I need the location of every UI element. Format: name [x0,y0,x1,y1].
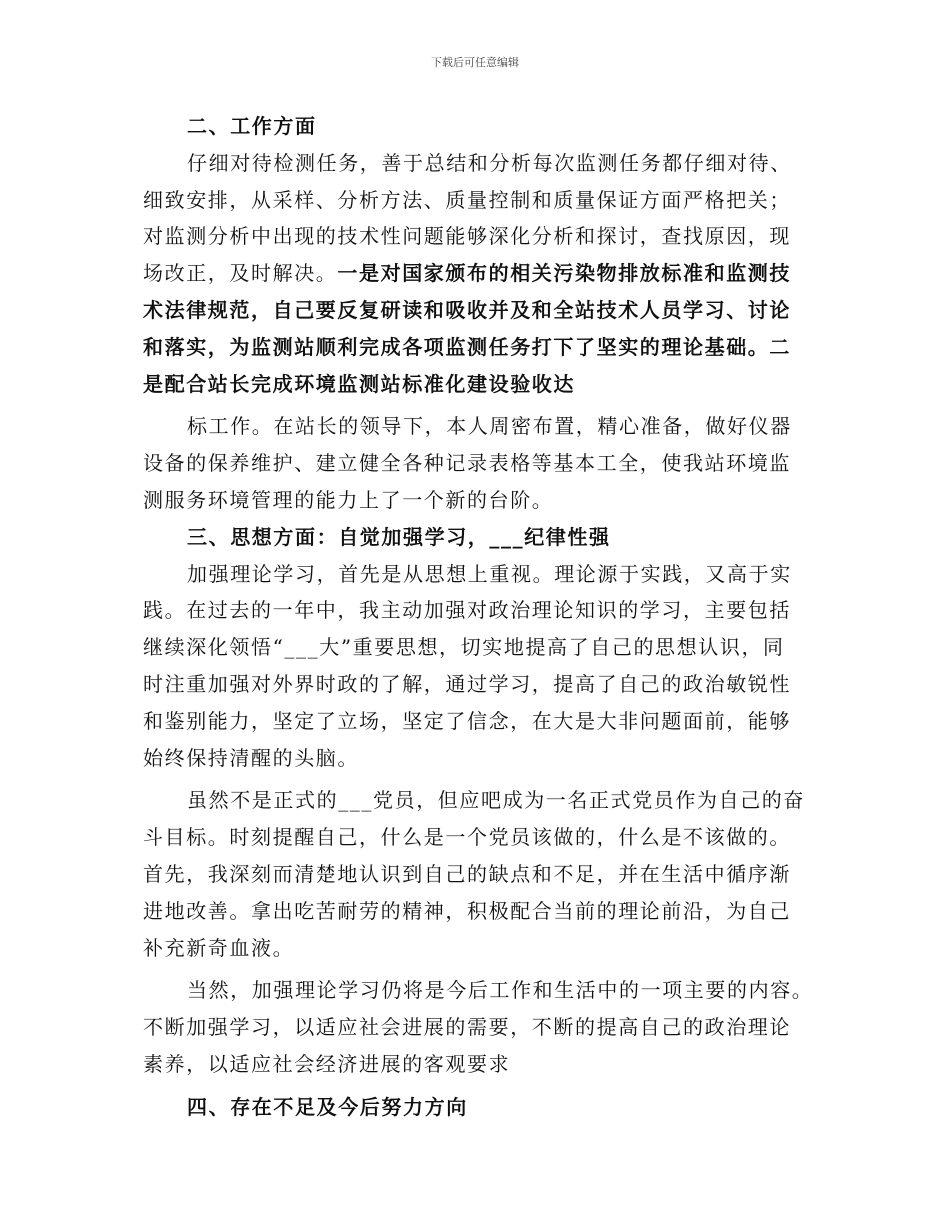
line-text: 继续深化领悟“___大”重要思想，切实地提高了自己的思想认识，同 [143,635,785,660]
text-line [143,819,813,856]
text-line [143,740,813,777]
text-line [143,972,813,1009]
text-line [143,145,813,182]
line-text: 场改正，及时解决。 [143,261,338,286]
line-text: 首先，我深刻而清楚地认识到自己的缺点和不足，并在生活中循序渐 [143,861,791,886]
line-text: 是配合站长完成环境监测站标准化建设验收达 [143,371,575,396]
line-text: 和落实，为监测站顺利完成各项监测任务打下了坚实的理论基础。二 [143,334,791,359]
line-text: 术法律规范，自己要反复研读和吸收并及和全站技术人员学习、讨论 [143,297,791,322]
text-line [143,703,813,740]
line-bold-text: 一是对国家颁布的相关污染物排放标准和监测技 [337,261,792,286]
text-line [143,930,813,967]
text-line [143,1046,813,1083]
line-text: 和鉴别能力，坚定了立场，坚定了信念，在大是大非问题面前，能够 [143,708,791,733]
line-text: 设备的保养维护、建立健全各种记录表格等基本工全，使我站环境监 [143,451,791,476]
line-text: 不断加强学习，以适应社会进展的需要，不断的提高自己的政治理论 [143,1015,791,1040]
line-text: 仔细对待检测任务，善于总结和分析每次监测任务都仔细对待、 [187,150,792,175]
text-line [143,292,813,329]
line-text: 素养，以适应社会经济进展的客观要求 [143,1051,511,1076]
text-line [143,1009,813,1046]
text-line [143,856,813,893]
text-line [143,782,813,819]
line-text: 虽然不是正式的___党员，但应吧成为一名正式党员作为自己的奋 [187,788,805,813]
text-line [143,329,813,366]
section-heading-line [143,519,813,556]
text-line [143,592,813,629]
line-text: 四、存在不足及今后努力方向 [187,1094,468,1119]
text-line [143,366,813,403]
line-text: 当然，加强理论学习仍将是今后工作和生活中的一项主要的内容。 [187,978,814,1003]
line-text: 二、工作方面 [187,114,317,138]
line-text: 测服务环境管理的能力上了一个新的台阶。 [143,487,554,512]
line-text: 践。在过去的一年中，我主动加强对政治理论知识的学习，主要包括 [143,598,791,623]
line-text: 始终保持清醒的头脑。 [143,745,359,770]
line-text: 加强理论学习，首先是从思想上重视。理论源于实践，又高于实 [187,561,792,586]
line-text: 斗目标。时刻提醒自己，什么是一个党员该做的，什么是不该做的。 [143,825,791,850]
line-text: 三、思想方面：自觉加强学习，___纪律性强 [187,524,611,549]
line-text: 对监测分析中出现的技术性问题能够深化分析和探讨，查找原因，现 [143,224,791,249]
text-line [143,218,813,255]
text-line [143,255,813,292]
line-text: 标工作。在站长的领导下，本人周密布置，精心准备，做好仪器 [187,414,792,439]
text-line [143,182,813,219]
text-line [143,666,813,703]
text-line [143,408,813,445]
page-header: 下载后可任意编辑 [431,56,519,69]
text-line [143,893,813,930]
line-text: 进地改善。拿出吃苦耐劳的精神，积极配合当前的理论前沿，为自己 [143,898,791,923]
line-text: 时注重加强对外界时政的了解，通过学习，提高了自己的政治敏锐性 [143,671,791,696]
text-line [143,556,813,593]
document-body [143,108,813,1126]
line-text: 补充新奇血液。 [143,935,295,960]
text-line [143,482,813,519]
text-line [143,445,813,482]
text-line [143,629,813,666]
section-heading-line [143,1089,813,1126]
line-text: 细致安排，从采样、分析方法、质量控制和质量保证方面严格把关； [143,187,791,212]
section-heading-line [143,108,813,145]
